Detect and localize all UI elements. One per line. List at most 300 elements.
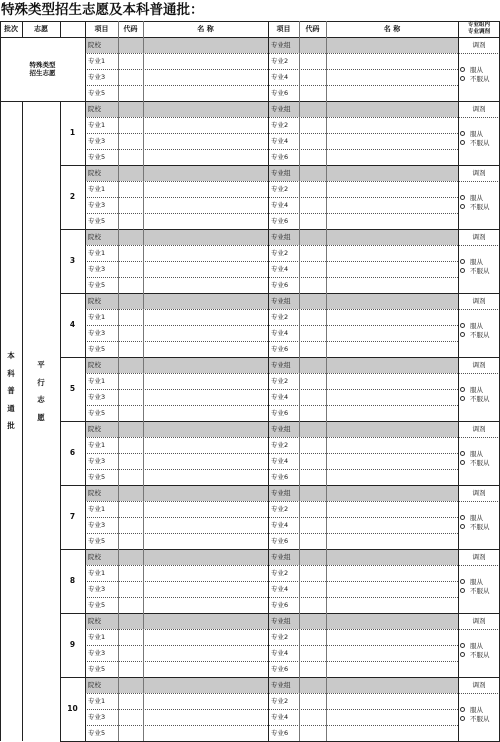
row-label-major6: 专业6 — [271, 344, 289, 353]
grid-line — [22, 101, 23, 741]
header-batch: 批次 — [4, 24, 18, 33]
code-field[interactable] — [119, 550, 142, 564]
name-field[interactable] — [144, 534, 267, 548]
code-field[interactable] — [119, 262, 142, 276]
adjust-label: 调剂 — [472, 424, 486, 433]
adjust-options — [460, 447, 500, 469]
row-label-major3: 专业3 — [88, 520, 106, 529]
code-field[interactable] — [300, 566, 325, 580]
code-field[interactable] — [119, 406, 142, 420]
code-field[interactable] — [300, 646, 325, 660]
code-field[interactable] — [300, 198, 325, 212]
name-field[interactable] — [144, 150, 267, 164]
radio-circle-icon[interactable] — [460, 259, 465, 264]
code-field[interactable] — [119, 358, 142, 372]
name-field[interactable] — [327, 646, 457, 660]
accept-option[interactable] — [460, 65, 500, 74]
name-field[interactable] — [144, 374, 267, 388]
grid-line — [85, 213, 458, 214]
code-field[interactable] — [119, 438, 142, 452]
name-field[interactable] — [144, 166, 267, 180]
accept-option-label: 服从 — [470, 642, 483, 650]
radio-circle-icon[interactable] — [460, 524, 465, 529]
batch-label-char: 批 — [7, 421, 15, 431]
grid-line — [458, 21, 459, 741]
reject-option[interactable] — [460, 586, 500, 595]
name-field[interactable] — [327, 614, 457, 628]
accept-option[interactable] — [460, 641, 500, 650]
code-field[interactable] — [300, 374, 325, 388]
row-label-college: 院校 — [88, 552, 101, 561]
accept-option[interactable] — [460, 449, 500, 458]
code-field[interactable] — [300, 518, 325, 532]
code-field[interactable] — [119, 38, 142, 52]
row-label-major6: 专业6 — [271, 88, 289, 97]
reject-option[interactable] — [460, 394, 500, 403]
reject-option[interactable] — [460, 330, 500, 339]
name-field[interactable] — [327, 198, 457, 212]
radio-circle-icon[interactable] — [460, 195, 465, 200]
accept-option-label: 服从 — [470, 258, 483, 266]
code-field[interactable] — [300, 134, 325, 148]
name-field[interactable] — [144, 694, 267, 708]
code-field[interactable] — [119, 342, 142, 356]
code-field[interactable] — [119, 54, 142, 68]
reject-option[interactable] — [460, 458, 500, 467]
name-field[interactable] — [327, 486, 457, 500]
code-field[interactable] — [119, 326, 142, 340]
row-label-college: 院校 — [88, 296, 101, 305]
name-field[interactable] — [327, 470, 457, 484]
name-field[interactable] — [327, 550, 457, 564]
row-label-major5: 专业5 — [88, 600, 106, 609]
name-field[interactable] — [327, 678, 457, 692]
name-field[interactable] — [144, 214, 267, 228]
code-field[interactable] — [300, 726, 325, 740]
radio-circle-icon[interactable] — [460, 588, 465, 593]
row-label-college: 院校 — [88, 488, 101, 497]
adjust-options — [460, 255, 500, 277]
code-field[interactable] — [119, 166, 142, 180]
reject-option-label: 不服从 — [470, 267, 490, 275]
name-field[interactable] — [144, 470, 267, 484]
reject-option[interactable] — [460, 266, 500, 275]
name-field[interactable] — [327, 38, 457, 52]
accept-option[interactable] — [460, 257, 500, 266]
name-field[interactable] — [327, 454, 457, 468]
code-field[interactable] — [119, 518, 142, 532]
code-field[interactable] — [119, 134, 142, 148]
radio-circle-icon[interactable] — [460, 643, 465, 648]
name-field[interactable] — [144, 726, 267, 740]
accept-option-label: 服从 — [470, 706, 483, 714]
name-field[interactable] — [144, 630, 267, 644]
code-field[interactable] — [300, 598, 325, 612]
name-field[interactable] — [144, 502, 267, 516]
code-field[interactable] — [119, 678, 142, 692]
name-field[interactable] — [144, 262, 267, 276]
code-field[interactable] — [119, 310, 142, 324]
grid-line — [85, 533, 458, 534]
name-field[interactable] — [327, 86, 457, 100]
name-field[interactable] — [327, 102, 457, 116]
row-label-major5: 专业5 — [88, 728, 106, 737]
code-field[interactable] — [300, 70, 325, 84]
name-field[interactable] — [144, 662, 267, 676]
code-field[interactable] — [119, 150, 142, 164]
code-field[interactable] — [300, 694, 325, 708]
name-field[interactable] — [327, 358, 457, 372]
name-field[interactable] — [327, 326, 457, 340]
code-field[interactable] — [119, 246, 142, 260]
code-field[interactable] — [300, 102, 325, 116]
name-field[interactable] — [327, 182, 457, 196]
name-field[interactable] — [144, 486, 267, 500]
code-field[interactable] — [300, 262, 325, 276]
radio-circle-icon[interactable] — [460, 76, 465, 81]
name-field[interactable] — [327, 406, 457, 420]
reject-option-label: 不服从 — [470, 523, 490, 531]
code-field[interactable] — [300, 438, 325, 452]
wish-number: 9 — [69, 640, 76, 650]
code-field[interactable] — [119, 726, 142, 740]
reject-option[interactable] — [460, 650, 500, 659]
name-field[interactable] — [327, 662, 457, 676]
name-field[interactable] — [327, 342, 457, 356]
code-field[interactable] — [119, 630, 142, 644]
reject-option-label: 不服从 — [470, 139, 490, 147]
name-field[interactable] — [327, 70, 457, 84]
name-field[interactable] — [327, 630, 457, 644]
code-field[interactable] — [300, 422, 325, 436]
grid-line — [85, 117, 458, 118]
name-field[interactable] — [327, 726, 457, 740]
name-field[interactable] — [327, 518, 457, 532]
accept-option[interactable] — [460, 385, 500, 394]
name-field[interactable] — [327, 598, 457, 612]
adjust-options — [460, 703, 500, 725]
code-field[interactable] — [119, 182, 142, 196]
accept-option[interactable] — [460, 321, 500, 330]
row-label-major5: 专业5 — [88, 408, 106, 417]
adjust-options — [460, 511, 500, 533]
code-field[interactable] — [119, 710, 142, 724]
reject-option[interactable] — [460, 138, 500, 147]
name-field[interactable] — [144, 182, 267, 196]
radio-circle-icon[interactable] — [460, 67, 465, 72]
grid-line — [458, 245, 500, 246]
row-label-major2: 专业2 — [271, 568, 289, 577]
name-field[interactable] — [327, 262, 457, 276]
grid-line — [85, 693, 458, 694]
page-title: 特殊类型招生志愿及本科普通批： — [1, 2, 204, 18]
grid-line — [85, 469, 458, 470]
accept-option[interactable] — [460, 705, 500, 714]
code-field[interactable] — [119, 694, 142, 708]
name-field[interactable] — [144, 598, 267, 612]
name-field[interactable] — [144, 38, 267, 52]
name-field[interactable] — [144, 710, 267, 724]
code-field[interactable] — [300, 582, 325, 596]
name-field[interactable] — [327, 710, 457, 724]
row-label-major1: 专业1 — [88, 376, 106, 385]
code-field[interactable] — [119, 534, 142, 548]
code-field[interactable] — [119, 662, 142, 676]
code-field[interactable] — [119, 422, 142, 436]
header-item: 项目 — [94, 24, 109, 33]
code-field[interactable] — [119, 70, 142, 84]
row-label-major3: 专业3 — [88, 136, 106, 145]
code-field[interactable] — [300, 342, 325, 356]
adjust-label: 调剂 — [472, 360, 486, 369]
code-field[interactable] — [300, 214, 325, 228]
name-field[interactable] — [327, 694, 457, 708]
code-field[interactable] — [300, 150, 325, 164]
adjust-options — [460, 127, 500, 149]
grid-line — [458, 693, 500, 694]
adjust-options — [460, 191, 500, 213]
grid-line — [60, 549, 500, 550]
code-field[interactable] — [300, 278, 325, 292]
code-field[interactable] — [300, 662, 325, 676]
name-field[interactable] — [144, 198, 267, 212]
name-field[interactable] — [327, 390, 457, 404]
code-field[interactable] — [300, 230, 325, 244]
name-field[interactable] — [144, 54, 267, 68]
name-field[interactable] — [327, 214, 457, 228]
code-field[interactable] — [119, 470, 142, 484]
header-code-2: 代码 — [305, 24, 320, 33]
row-label-group: 专业组 — [271, 360, 291, 369]
code-field[interactable] — [300, 326, 325, 340]
name-field[interactable] — [144, 358, 267, 372]
name-field[interactable] — [144, 310, 267, 324]
name-field[interactable] — [144, 278, 267, 292]
name-field[interactable] — [144, 406, 267, 420]
code-field[interactable] — [300, 502, 325, 516]
name-field[interactable] — [144, 246, 267, 260]
code-field[interactable] — [300, 358, 325, 372]
row-label-group: 专业组 — [271, 40, 291, 49]
code-field[interactable] — [300, 294, 325, 308]
name-field[interactable] — [327, 54, 457, 68]
name-field[interactable] — [144, 390, 267, 404]
code-field[interactable] — [119, 582, 142, 596]
reject-option[interactable] — [460, 74, 500, 83]
name-field[interactable] — [144, 646, 267, 660]
code-field[interactable] — [300, 470, 325, 484]
reject-option-label: 不服从 — [470, 331, 490, 339]
code-field[interactable] — [300, 550, 325, 564]
wish-number: 6 — [69, 448, 76, 458]
row-label-major2: 专业2 — [271, 696, 289, 705]
name-field[interactable] — [144, 550, 267, 564]
grid-line — [85, 149, 458, 150]
reject-option[interactable] — [460, 522, 500, 531]
accept-option[interactable] — [460, 513, 500, 522]
name-field[interactable] — [327, 534, 457, 548]
accept-option[interactable] — [460, 577, 500, 586]
batch-label-char: 科 — [7, 368, 15, 378]
name-field[interactable] — [327, 294, 457, 308]
application-form-table — [0, 20, 500, 737]
radio-circle-icon[interactable] — [460, 268, 465, 273]
name-field[interactable] — [144, 678, 267, 692]
code-field[interactable] — [119, 118, 142, 132]
accept-option[interactable] — [460, 129, 500, 138]
code-field[interactable] — [300, 406, 325, 420]
accept-option[interactable] — [460, 193, 500, 202]
code-field[interactable] — [119, 566, 142, 580]
name-field[interactable] — [144, 422, 267, 436]
code-field[interactable] — [119, 102, 142, 116]
row-label-major5: 专业5 — [88, 664, 106, 673]
adjust-options — [460, 63, 500, 85]
code-field[interactable] — [119, 646, 142, 660]
name-field[interactable] — [327, 166, 457, 180]
code-field[interactable] — [300, 310, 325, 324]
row-label-major1: 专业1 — [88, 504, 106, 513]
name-field[interactable] — [144, 294, 267, 308]
code-field[interactable] — [300, 390, 325, 404]
grid-line — [0, 37, 500, 38]
radio-circle-icon[interactable] — [460, 515, 465, 520]
radio-circle-icon[interactable] — [460, 716, 465, 721]
name-field[interactable] — [144, 118, 267, 132]
reject-option-label: 不服从 — [470, 75, 490, 83]
code-field[interactable] — [119, 86, 142, 100]
name-field[interactable] — [327, 438, 457, 452]
code-field[interactable] — [119, 390, 142, 404]
row-label-major5: 专业5 — [88, 344, 106, 353]
header-code: 代码 — [123, 24, 138, 33]
code-field[interactable] — [300, 534, 325, 548]
code-field[interactable] — [119, 198, 142, 212]
name-field[interactable] — [327, 422, 457, 436]
code-field[interactable] — [119, 230, 142, 244]
code-field[interactable] — [119, 598, 142, 612]
code-field[interactable] — [300, 86, 325, 100]
grid-line — [85, 277, 458, 278]
radio-circle-icon[interactable] — [460, 451, 465, 456]
grid-line — [118, 21, 119, 741]
name-field[interactable] — [327, 278, 457, 292]
name-field[interactable] — [327, 134, 457, 148]
code-field[interactable] — [300, 486, 325, 500]
code-field[interactable] — [300, 614, 325, 628]
name-field[interactable] — [327, 118, 457, 132]
special-type-label-line: 招生志愿 — [29, 69, 56, 77]
name-field[interactable] — [327, 502, 457, 516]
parallel-wish-label-char: 平 — [37, 360, 45, 369]
code-field[interactable] — [300, 54, 325, 68]
grid-line — [458, 309, 500, 310]
radio-circle-icon[interactable] — [460, 387, 465, 392]
row-label-major3: 专业3 — [88, 712, 106, 721]
code-field[interactable] — [119, 374, 142, 388]
name-field[interactable] — [327, 374, 457, 388]
radio-circle-icon[interactable] — [460, 707, 465, 712]
radio-circle-icon[interactable] — [460, 323, 465, 328]
radio-circle-icon[interactable] — [460, 332, 465, 337]
reject-option[interactable] — [460, 202, 500, 211]
adjust-label: 调剂 — [472, 296, 486, 305]
radio-circle-icon[interactable] — [460, 204, 465, 209]
name-field[interactable] — [327, 310, 457, 324]
name-field[interactable] — [144, 614, 267, 628]
row-label-college: 院校 — [88, 360, 101, 369]
code-field[interactable] — [119, 502, 142, 516]
grid-line — [85, 325, 458, 326]
code-field[interactable] — [119, 294, 142, 308]
adjust-options — [460, 575, 500, 597]
name-field[interactable] — [144, 102, 267, 116]
name-field[interactable] — [144, 86, 267, 100]
code-field[interactable] — [300, 166, 325, 180]
name-field[interactable] — [327, 582, 457, 596]
code-field[interactable] — [119, 278, 142, 292]
code-field[interactable] — [119, 486, 142, 500]
name-field[interactable] — [144, 438, 267, 452]
radio-circle-icon[interactable] — [460, 652, 465, 657]
row-label-major3: 专业3 — [88, 72, 106, 81]
code-field[interactable] — [300, 710, 325, 724]
name-field[interactable] — [144, 134, 267, 148]
name-field[interactable] — [144, 70, 267, 84]
code-field[interactable] — [119, 454, 142, 468]
row-label-major6: 专业6 — [271, 536, 289, 545]
batch-label-char: 通 — [7, 403, 15, 413]
reject-option[interactable] — [460, 714, 500, 723]
radio-circle-icon[interactable] — [460, 140, 465, 145]
name-field[interactable] — [144, 566, 267, 580]
name-field[interactable] — [144, 582, 267, 596]
name-field[interactable] — [144, 326, 267, 340]
grid-line — [85, 133, 458, 134]
name-field[interactable] — [327, 246, 457, 260]
code-field[interactable] — [300, 454, 325, 468]
header-wish: 志愿 — [34, 24, 48, 33]
code-field[interactable] — [119, 614, 142, 628]
row-label-major1: 专业1 — [88, 312, 106, 321]
code-field[interactable] — [300, 246, 325, 260]
name-field[interactable] — [327, 150, 457, 164]
code-field[interactable] — [300, 678, 325, 692]
code-field[interactable] — [300, 38, 325, 52]
radio-circle-icon[interactable] — [460, 131, 465, 136]
radio-circle-icon[interactable] — [460, 396, 465, 401]
name-field[interactable] — [144, 454, 267, 468]
header-item-2: 项目 — [276, 24, 291, 33]
row-label-major4: 专业4 — [271, 456, 289, 465]
grid-line — [0, 21, 1, 741]
row-label-major2: 专业2 — [271, 440, 289, 449]
code-field[interactable] — [300, 182, 325, 196]
code-field[interactable] — [300, 118, 325, 132]
radio-circle-icon[interactable] — [460, 460, 465, 465]
name-field[interactable] — [327, 230, 457, 244]
radio-circle-icon[interactable] — [460, 579, 465, 584]
code-field[interactable] — [119, 214, 142, 228]
row-label-major1: 专业1 — [88, 696, 106, 705]
code-field[interactable] — [300, 630, 325, 644]
name-field[interactable] — [144, 518, 267, 532]
name-field[interactable] — [144, 342, 267, 356]
name-field[interactable] — [327, 566, 457, 580]
row-label-college: 院校 — [88, 40, 101, 49]
grid-line — [85, 85, 458, 86]
name-field[interactable] — [144, 230, 267, 244]
